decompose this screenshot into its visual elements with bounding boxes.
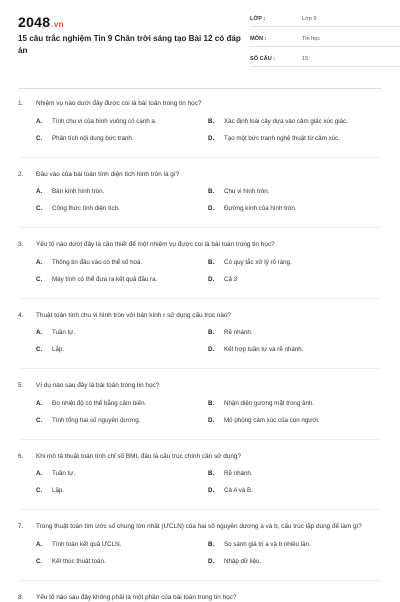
question-number: 6. bbox=[18, 452, 36, 462]
answer-option[interactable] bbox=[208, 328, 382, 337]
option-letter: A. bbox=[36, 117, 52, 126]
question-number: 7. bbox=[18, 522, 36, 532]
question-text bbox=[18, 452, 382, 462]
question-item bbox=[18, 99, 382, 143]
option-text: Rẽ nhánh. bbox=[224, 328, 382, 337]
meta-row-subject bbox=[250, 32, 400, 47]
meta-label: SỐ CÂU : bbox=[250, 56, 302, 62]
option-letter: B. bbox=[208, 258, 224, 267]
question-list bbox=[18, 99, 382, 602]
option-letter: D. bbox=[208, 486, 224, 495]
option-letter: C. bbox=[36, 416, 52, 425]
question-item bbox=[18, 170, 382, 214]
question-item bbox=[18, 240, 382, 284]
option-letter: A. bbox=[36, 540, 52, 549]
option-text: Kết hợp tuần tự và rẽ nhánh. bbox=[224, 345, 382, 354]
option-letter: B. bbox=[208, 399, 224, 408]
question-number: 1. bbox=[18, 99, 36, 109]
option-letter: C. bbox=[36, 557, 52, 566]
option-text: Mô phỏng cảm xúc của con người. bbox=[224, 416, 382, 425]
answer-options bbox=[18, 117, 382, 143]
question-body: Nhiệm vụ nào dưới đây được coi là bài toán trong tin học? bbox=[36, 99, 382, 109]
option-letter: C. bbox=[36, 486, 52, 495]
option-text: Rẽ nhánh. bbox=[224, 469, 382, 478]
option-text: Nhập dữ liệu. bbox=[224, 557, 382, 566]
logo-text: 2048 bbox=[18, 14, 50, 30]
answer-options bbox=[18, 328, 382, 354]
answer-option[interactable] bbox=[208, 416, 382, 425]
option-text: Thông tin đầu vào có thể số hoá. bbox=[52, 258, 208, 267]
question-divider bbox=[18, 580, 382, 581]
option-letter: C. bbox=[36, 275, 52, 284]
option-letter: D. bbox=[208, 275, 224, 284]
question-body: Đầu vào của bài toán tính diện tích hình tròn là gì? bbox=[36, 170, 382, 180]
option-text: Tính tổng hai số nguyên dương. bbox=[52, 416, 208, 425]
answer-option[interactable] bbox=[208, 117, 382, 126]
answer-option[interactable] bbox=[208, 134, 382, 143]
answer-option[interactable] bbox=[36, 328, 208, 337]
question-divider bbox=[18, 439, 382, 440]
question-item bbox=[18, 452, 382, 496]
question-number: 5. bbox=[18, 381, 36, 391]
meta-value: 15 bbox=[302, 56, 308, 62]
answer-options bbox=[18, 258, 382, 284]
question-item bbox=[18, 311, 382, 355]
answer-option[interactable] bbox=[36, 275, 208, 284]
answer-option[interactable] bbox=[36, 486, 208, 495]
document-meta bbox=[250, 12, 400, 72]
option-letter: C. bbox=[36, 345, 52, 354]
question-text bbox=[18, 240, 382, 250]
option-text: Cả 3 bbox=[224, 275, 382, 284]
option-letter: B. bbox=[208, 469, 224, 478]
answer-options bbox=[18, 187, 382, 213]
meta-label: MÔN : bbox=[250, 36, 302, 42]
answer-options bbox=[18, 540, 382, 566]
question-body: Ví dụ nào sau đây là bài toán trong tin học? bbox=[36, 381, 382, 391]
question-text bbox=[18, 593, 382, 602]
option-letter: B. bbox=[208, 540, 224, 549]
question-divider bbox=[18, 227, 382, 228]
question-divider bbox=[18, 157, 382, 158]
question-text bbox=[18, 381, 382, 391]
question-item bbox=[18, 381, 382, 425]
option-text: Nhận diện gương mặt trong ảnh. bbox=[224, 399, 382, 408]
option-letter: D. bbox=[208, 416, 224, 425]
answer-option[interactable] bbox=[36, 345, 208, 354]
option-text: Kết thúc thuật toán. bbox=[52, 557, 208, 566]
option-letter: C. bbox=[36, 204, 52, 213]
answer-option[interactable] bbox=[36, 134, 208, 143]
answer-option[interactable] bbox=[36, 540, 208, 549]
answer-options bbox=[18, 399, 382, 425]
answer-option[interactable] bbox=[36, 399, 208, 408]
answer-option[interactable] bbox=[36, 204, 208, 213]
option-letter: B. bbox=[208, 117, 224, 126]
option-letter: C. bbox=[36, 134, 52, 143]
option-text: Tính toán kết quả ƯCLN. bbox=[52, 540, 208, 549]
answer-option[interactable] bbox=[208, 469, 382, 478]
site-logo[interactable] bbox=[18, 14, 64, 30]
question-body: Yếu tố nào dưới đây là cần thiết để một nhiệm vụ được coi là bài toán trong tin học? bbox=[36, 240, 382, 250]
meta-value: Tin học bbox=[302, 36, 320, 42]
question-text bbox=[18, 522, 382, 532]
question-text bbox=[18, 311, 382, 321]
option-text: Lặp. bbox=[52, 486, 208, 495]
answer-option[interactable] bbox=[208, 204, 382, 213]
option-letter: D. bbox=[208, 204, 224, 213]
option-text: Lặp. bbox=[52, 345, 208, 354]
question-number: 3. bbox=[18, 240, 36, 250]
meta-row-count bbox=[250, 52, 400, 67]
answer-option[interactable] bbox=[208, 557, 382, 566]
meta-row-grade bbox=[250, 12, 400, 27]
question-divider bbox=[18, 298, 382, 299]
logo-suffix: .vn bbox=[51, 20, 63, 29]
option-text: Đường kính của hình tròn. bbox=[224, 204, 382, 213]
option-letter: A. bbox=[36, 328, 52, 337]
question-divider bbox=[18, 368, 382, 369]
option-letter: D. bbox=[208, 557, 224, 566]
answer-option[interactable] bbox=[36, 117, 208, 126]
answer-options bbox=[18, 469, 382, 495]
question-number: 2. bbox=[18, 170, 36, 180]
option-letter: A. bbox=[36, 399, 52, 408]
answer-option[interactable] bbox=[208, 486, 382, 495]
question-item bbox=[18, 593, 382, 602]
option-text: So sánh giá trị a và b nhiều lần. bbox=[224, 540, 382, 549]
option-text: Công thức tính diện tích. bbox=[52, 204, 208, 213]
option-text: Phân tích nội dung bức tranh. bbox=[52, 134, 208, 143]
answer-option[interactable] bbox=[36, 258, 208, 267]
meta-label: LỚP : bbox=[250, 16, 302, 22]
option-text: Tính chu vi của hình vuông có cạnh a. bbox=[52, 117, 208, 126]
question-body: Thuật toán tính chu vi hình tròn với bán kính r sử dụng cấu trúc nào? bbox=[36, 311, 382, 321]
option-text: Chu vi hình tròn. bbox=[224, 187, 382, 196]
question-text bbox=[18, 170, 382, 180]
answer-option[interactable] bbox=[36, 557, 208, 566]
option-letter: A. bbox=[36, 258, 52, 267]
answer-option[interactable] bbox=[36, 416, 208, 425]
option-letter: A. bbox=[36, 469, 52, 478]
option-letter: D. bbox=[208, 345, 224, 354]
option-letter: D. bbox=[208, 134, 224, 143]
option-text: Có quy tắc xử lý rõ ràng. bbox=[224, 258, 382, 267]
question-body: Trong thuật toán tìm ước số chung lớn nhất (ƯCLN) của hai số nguyên dương a và b, cấu trúc lặp dùng để làm gì? bbox=[36, 522, 382, 532]
option-text: Máy tính có thể đưa ra kết quả đầu ra. bbox=[52, 275, 208, 284]
option-letter: A. bbox=[36, 187, 52, 196]
question-body: Yếu tố nào sau đây không phải là một phần của bài toán trong tin học? bbox=[36, 593, 382, 602]
option-text: Tạo một bức tranh nghệ thuật từ cảm xúc. bbox=[224, 134, 382, 143]
document-header bbox=[18, 0, 382, 89]
answer-option[interactable] bbox=[36, 469, 208, 478]
question-item bbox=[18, 522, 382, 566]
answer-option[interactable] bbox=[36, 187, 208, 196]
option-letter: B. bbox=[208, 187, 224, 196]
option-text: Xác định loài cây dựa vào cảm giác xúc giác. bbox=[224, 117, 382, 126]
option-letter: B. bbox=[208, 328, 224, 337]
question-text bbox=[18, 99, 382, 109]
option-text: Đo nhiệt độ có thể bằng cảm biến. bbox=[52, 399, 208, 408]
answer-option[interactable] bbox=[208, 187, 382, 196]
answer-option[interactable] bbox=[208, 540, 382, 549]
question-number: 8. bbox=[18, 593, 36, 602]
document-title: 15 câu trắc nghiệm Tin 9 Chân trời sáng tạo Bài 12 có đáp án bbox=[18, 33, 246, 57]
question-body: Khi mô tả thuật toán tính chỉ số BMI, đâu là cấu trúc chính cần sử dụng? bbox=[36, 452, 382, 462]
option-text: Tuần tự. bbox=[52, 328, 208, 337]
option-text: Bán kính hình tròn. bbox=[52, 187, 208, 196]
answer-option[interactable] bbox=[208, 399, 382, 408]
meta-value: Lớp 9 bbox=[302, 16, 317, 22]
option-text: Tuần tự. bbox=[52, 469, 208, 478]
option-text: Cả A và B. bbox=[224, 486, 382, 495]
answer-option[interactable] bbox=[208, 258, 382, 267]
question-number: 4. bbox=[18, 311, 36, 321]
answer-option[interactable] bbox=[208, 275, 382, 284]
answer-option[interactable] bbox=[208, 345, 382, 354]
question-divider bbox=[18, 509, 382, 510]
